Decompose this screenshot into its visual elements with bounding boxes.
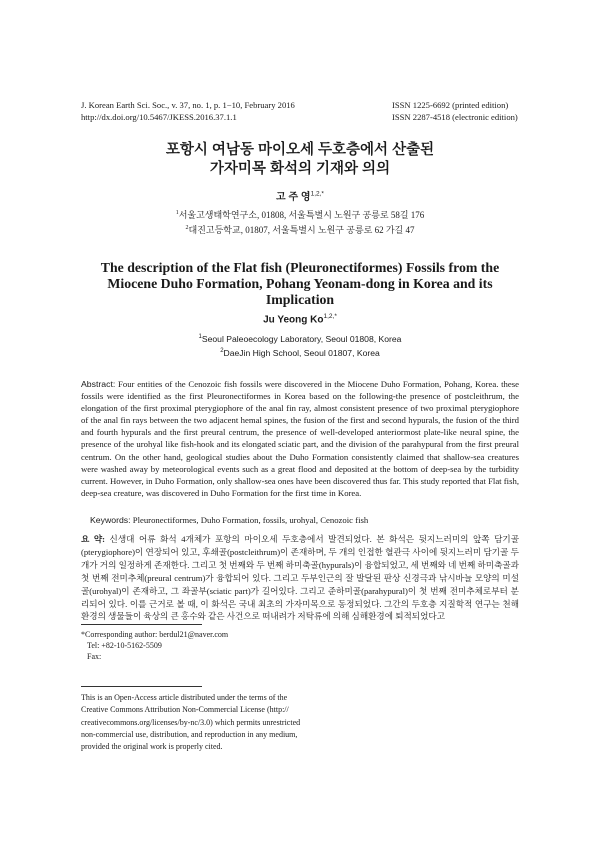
english-affiliations: [0, 331, 600, 360]
issn-electronic: ISSN 2287-4518 (electronic edition): [392, 112, 518, 122]
abstract-text: Four entities of the Cenozoic fish fossils were discovered in the Miocene Duho Formation, Pohang, Korea. these fossils were identified as the first Pleuronectiformes in Korea based on the following-the presence of postcleithrum, the elongation of the first proximal pterygiophore of the anal fin ray, almost consistent presence of two proximal pterygiophore of the anal fin rays between the two adjacent hemal spines, the fusion of the first and second hypurals, the fusion of the third and fourth hypurals and the first preural centrum, the presence of well-developed anteriormost plate-like neural spine, the presence of the urohyal like fish-hook and its elongated sciatic part, and the division of the parahypural from the first preural centrum. On the other hand, geological studies about the Duho Formation consistently claimed that shallow-sea creatures were washed away by meteorological events such as a great flood and deposited at the bottom of deep-sea by the turbidity current. However, in Duho Formation, only shallow-sea ones have been discovered thus far. This study reported that Flat fish, deep-sea creature, was discovered in Duho Formation for the first time in Korea.: [81, 379, 519, 498]
korean-author: [0, 188, 600, 203]
keywords-label: Keywords:: [90, 515, 131, 525]
korean-title-line2: 가자미목 화석의 기재와 의의: [209, 161, 391, 177]
license-line: non-commercial use, distribution, and reproduction in any medium,: [81, 729, 298, 739]
affiliation-text: 서울고생태학연구소, 01808, 서울특별시 노원구 공릉로 58길 176: [178, 210, 425, 220]
korean-summary-text: 신생대 어류 화석 4개체가 포항의 마이오세 두호층에서 발견되었다. 본 화석은 뒷지느러미의 앞쪽 담기골(pterygiophore)이 연장되어 있고, 후쇄골(postcleithrum)이 존재하며, 두 개의 인접한 혈관극 사이에 뒷지느러미 담기골 두개가 거의 일정하게 존재한다. 그리고 첫 번째와 두 번째 하미축골(hypurals)이 융합되었고, 세 번째와 네 번째 하미축골과 첫 번째 전미추체(preural centrum)가 융합되어 있다. 그리고 두부인근의 잘 발달된 판상 신경극과 낚시바늘 모양의 미설골(urohyal)이 존재하고, 그 좌골부(sciatic part)가 길어있다. 그리고 준하미골(parahypural)이 첫 번째 전미추체로부터 분리되어 있다. 이를 근거로 볼 때, 이 화석은 국내 최초의 가자미목으로 동정되었다. 그간의 두호층 지질학적 연구는 천해환경의 생물들이 육상의 큰 홍수와 같은 사건으로 떠내려가 저탁류에 의해 심해환경에 퇴적되었다고: [81, 534, 519, 622]
license-notice: [81, 692, 311, 753]
affiliation-number: 1: [175, 210, 179, 216]
english-affiliation-2: [0, 345, 600, 359]
journal-header-left: [81, 99, 295, 123]
corresponding-author-email: *Corresponding author: berdul21@naver.com: [81, 630, 229, 639]
abstract-label: Abstract:: [81, 379, 116, 389]
affiliation-number: 2: [220, 348, 224, 355]
affiliation-text: DaeJin High School, Seoul 01807, Korea: [223, 348, 380, 359]
korean-affiliations: [0, 207, 600, 237]
license-line: creativecommons.org/licenses/by-nc/3.0) which permits unrestricted: [81, 717, 301, 727]
doi-link[interactable]: http://dx.doi.org/10.5467/JKESS.2016.37.1.1: [81, 112, 237, 122]
footnote-divider: [81, 624, 202, 625]
corresponding-tel: Tel: +82-10-5162-5509: [87, 641, 162, 650]
english-author-affil-marks: 1,2,*: [323, 313, 337, 320]
korean-affiliation-2: [0, 222, 600, 237]
journal-citation: J. Korean Earth Sci. Soc., v. 37, no. 1, p. 1−10, February 2016: [81, 100, 295, 110]
affiliation-number: 1: [198, 334, 202, 340]
license-line: Creative Commons Attribution Non-Commercial License (http://: [81, 705, 289, 715]
keywords: [90, 515, 519, 525]
issn-print: ISSN 1225-6692 (printed edition): [392, 100, 509, 110]
korean-summary-label: 요 약:: [81, 534, 105, 544]
affiliation-number: 2: [185, 225, 189, 231]
english-title: The description of the Flat fish (Pleuronectiformes) Fossils from the Miocene Duho Formation, Pohang Yeonam-dong in Korea and its Implication: [100, 260, 500, 307]
korean-author-name: 고 주 영: [276, 192, 311, 203]
corresponding-fax: Fax:: [87, 652, 102, 661]
korean-title: [0, 141, 600, 179]
english-affiliation-1: [0, 331, 600, 345]
license-line: provided the original work is properly cited.: [81, 742, 223, 752]
affiliation-text: Seoul Paleoecology Laboratory, Seoul 01808, Korea: [201, 333, 402, 344]
abstract: [81, 378, 519, 499]
license-line: This is an Open-Access article distributed under the terms of the: [81, 693, 288, 702]
korean-summary: [81, 533, 519, 623]
korean-author-affil-marks: 1,2,*: [310, 190, 324, 198]
english-author-name: Ju Yeong Ko: [263, 314, 324, 326]
affiliation-text: 대진고등학교, 01807, 서울특별시 노원구 공릉로 62 가길 47: [188, 225, 415, 235]
license-divider: [81, 686, 202, 687]
corresponding-footnote: [81, 629, 331, 662]
journal-header-right: [392, 99, 518, 123]
keywords-text: Pleuronectiformes, Duho Formation, fossils, urohyal, Cenozoic fish: [130, 515, 369, 525]
english-author: [0, 313, 600, 325]
korean-title-line1: 포항시 여남동 마이오세 두호층에서 산출된: [165, 142, 435, 158]
korean-affiliation-1: [0, 207, 600, 222]
